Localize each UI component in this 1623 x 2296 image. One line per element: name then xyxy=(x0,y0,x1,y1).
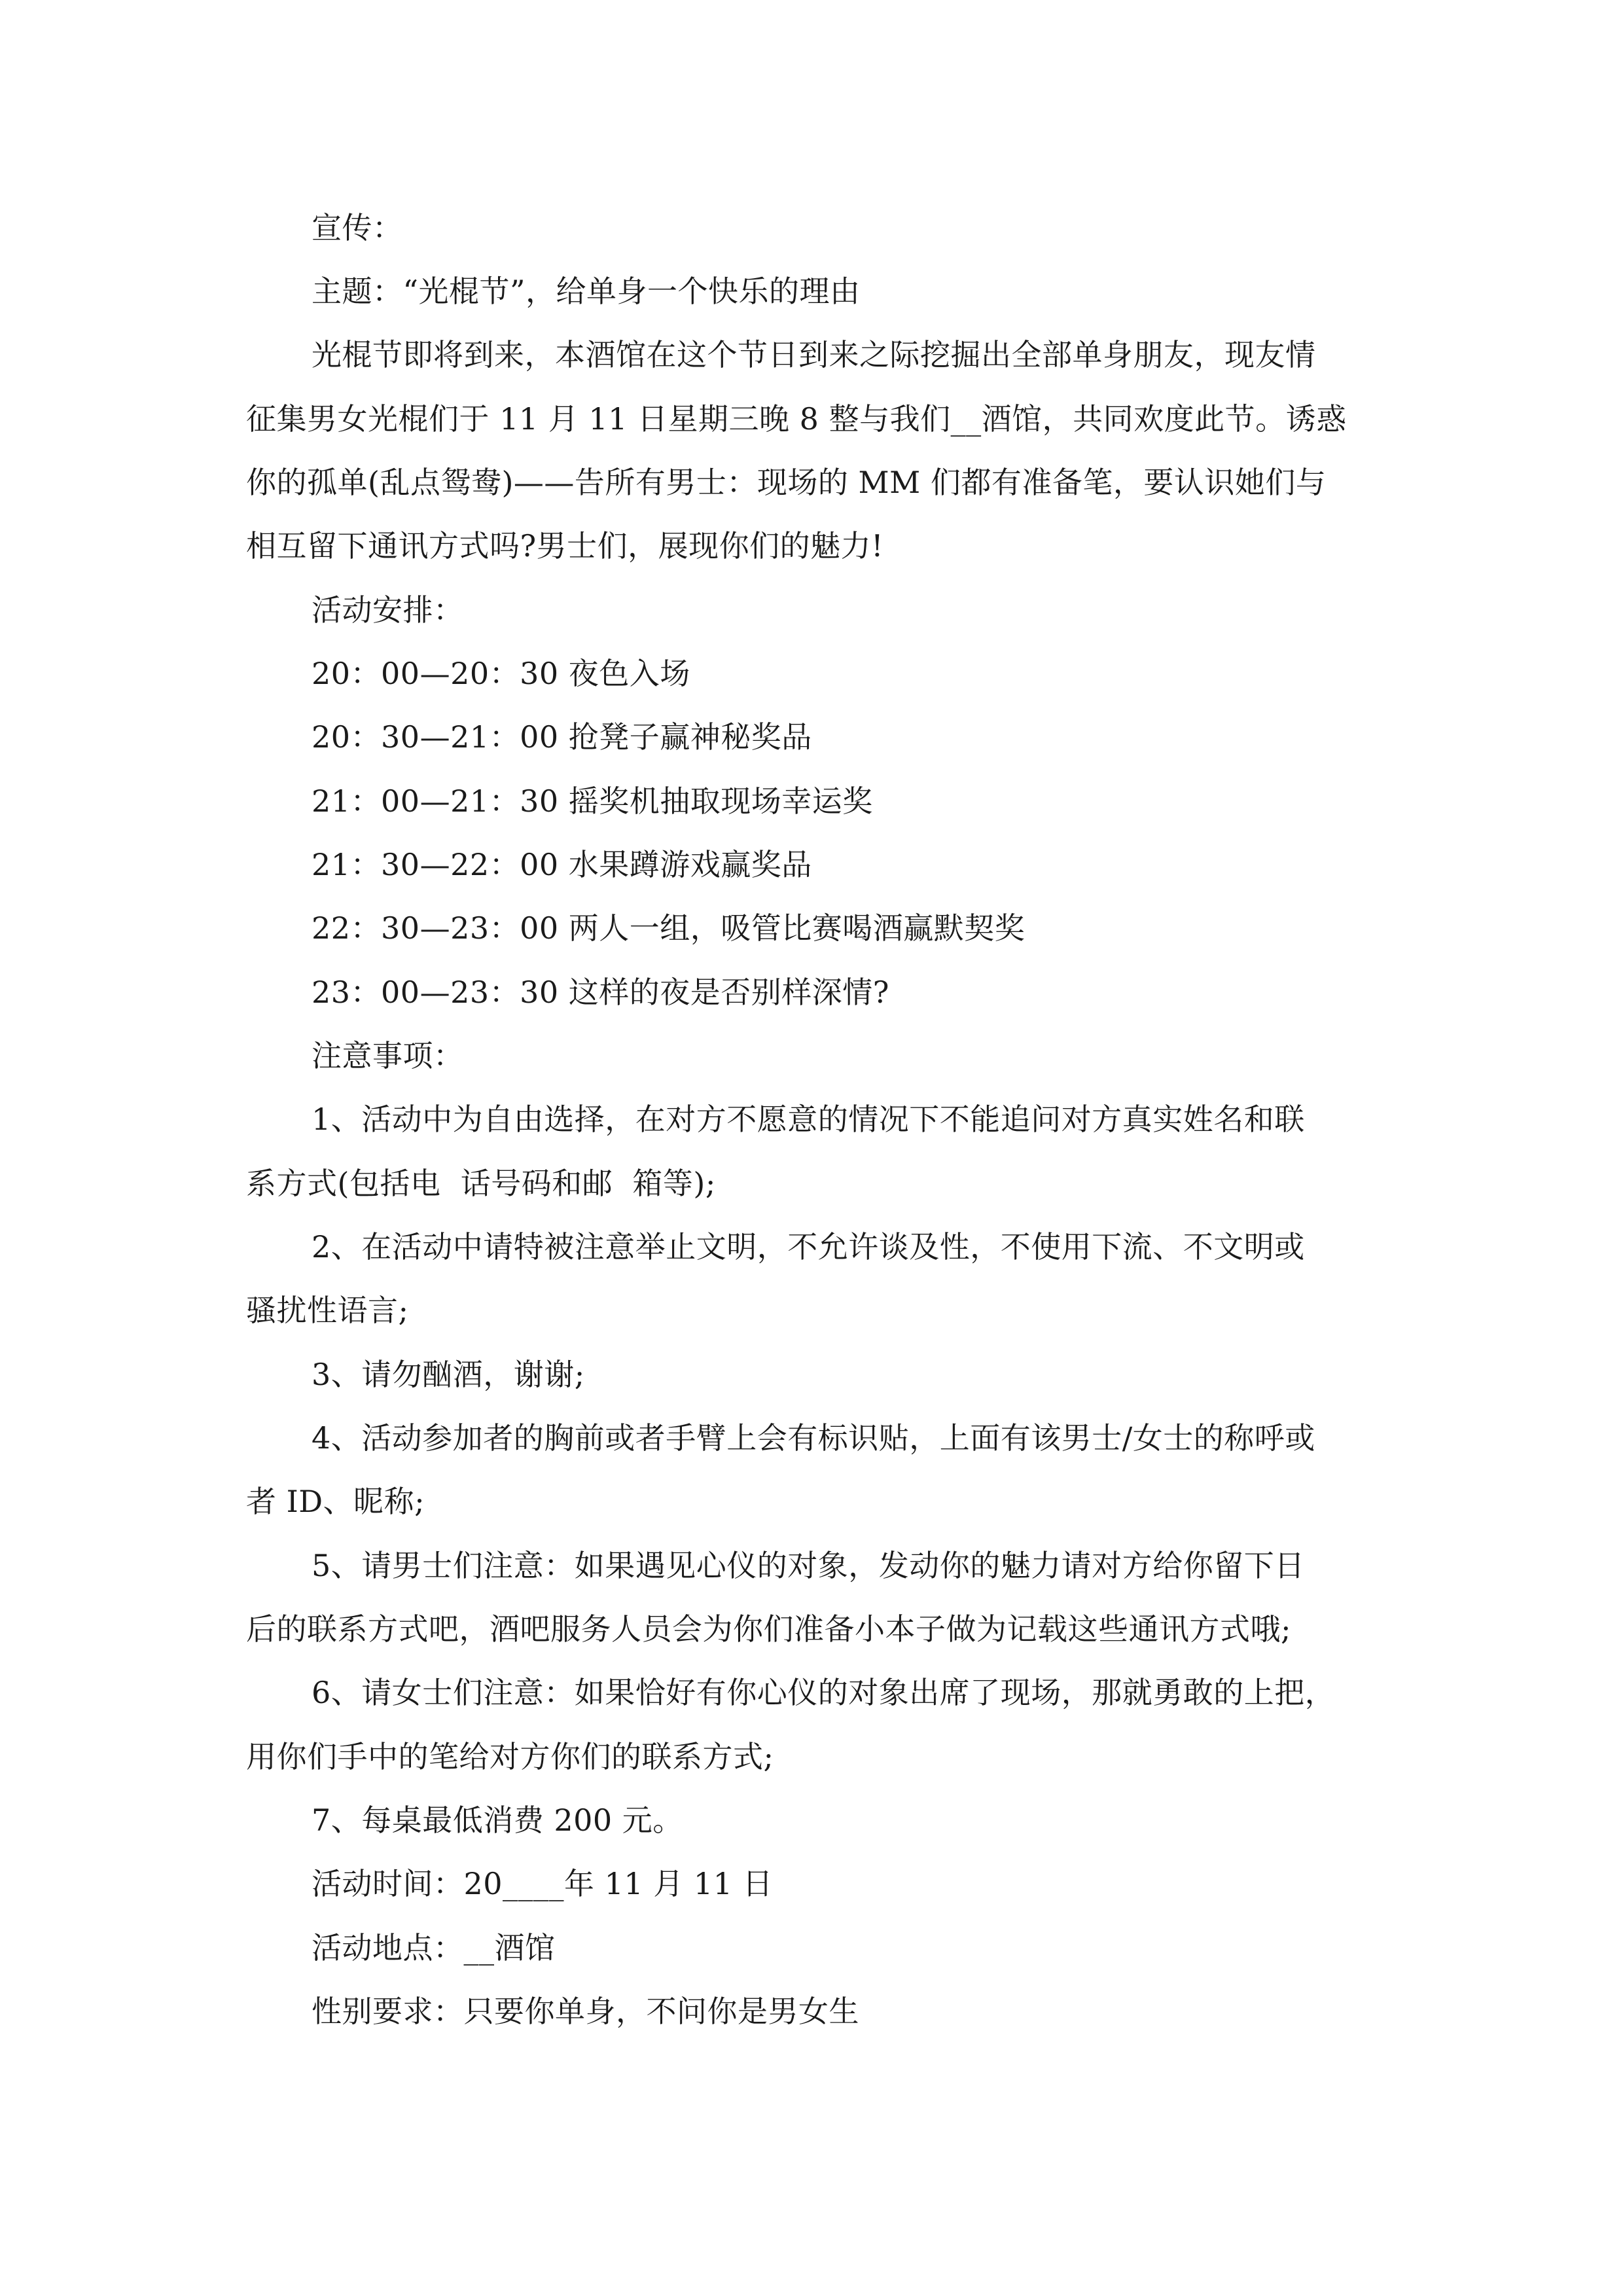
schedule-item: 23：00—23：30 这样的夜是否别样深情? xyxy=(312,975,889,1010)
intro-paragraph-line-1: 光棍节即将到来，本酒馆在这个节日到来之际挖掘出全部单身朋友，现友情 xyxy=(312,337,1316,372)
gender-requirement: 性别要求：只要你单身，不问你是男女生 xyxy=(312,1994,859,2029)
note-6-line-1: 6、请女士们注意：如果恰好有你心仪的对象出席了现场，那就勇敢的上把， xyxy=(312,1675,1336,1710)
schedule-item: 21：30—22：00 水果蹲游戏赢奖品 xyxy=(312,847,812,882)
note-5-line-1: 5、请男士们注意：如果遇见心仪的对象，发动你的魅力请对方给你留下日 xyxy=(312,1548,1305,1583)
schedule-item: 21：00—21：30 摇奖机抽取现场幸运奖 xyxy=(312,783,873,819)
event-location: 活动地点：__酒馆 xyxy=(312,1930,556,1965)
schedule-item: 20：00—20：30 夜色入场 xyxy=(312,656,690,691)
note-2-line-2: 骚扰性语言; xyxy=(246,1293,409,1328)
note-6-line-2: 用你们手中的笔给对方你们的联系方式; xyxy=(246,1739,774,1774)
heading-schedule: 活动安排： xyxy=(312,592,464,628)
note-4-line-2: 者 ID、昵称; xyxy=(246,1484,425,1519)
note-2-line-1: 2、在活动中请特被注意举止文明，不允许谈及性，不使用下流、不文明或 xyxy=(312,1229,1305,1265)
note-1-line-2: 系方式(包括电 话号码和邮 箱等); xyxy=(246,1166,716,1201)
intro-paragraph-line-3: 你的孤单(乱点鸳鸯)——告所有男士：现场的 MM 们都有准备笔，要认识她们与 xyxy=(246,465,1327,500)
heading-notes: 注意事项： xyxy=(312,1038,464,1073)
event-time: 活动时间：20____年 11 月 11 日 xyxy=(312,1866,774,1901)
note-1-line-1: 1、活动中为自由选择，在对方不愿意的情况下不能追问对方真实姓名和联 xyxy=(312,1102,1305,1137)
intro-paragraph-line-2: 征集男女光棍们于 11 月 11 日星期三晚 8 整与我们__酒馆，共同欢度此节。诱惑 xyxy=(246,401,1347,437)
schedule-item: 20：30—21：00 抢凳子赢神秘奖品 xyxy=(312,719,812,755)
intro-paragraph-line-4: 相互留下通讯方式吗?男士们，展现你们的魅力! xyxy=(246,528,884,564)
note-7: 7、每桌最低消费 200 元。 xyxy=(312,1803,683,1838)
note-4-line-1: 4、活动参加者的胸前或者手臂上会有标识贴，上面有该男士/女士的称呼或 xyxy=(312,1420,1315,1456)
theme-line: 主题：“光棍节”，给单身一个快乐的理由 xyxy=(312,274,861,309)
heading-publicity: 宣传： xyxy=(312,210,403,245)
note-5-line-2: 后的联系方式吧，酒吧服务人员会为你们准备小本子做为记载这些通讯方式哦; xyxy=(246,1611,1291,1647)
note-3: 3、请勿酗酒，谢谢; xyxy=(312,1357,585,1392)
schedule-item: 22：30—23：00 两人一组，吸管比赛喝酒赢默契奖 xyxy=(312,910,1026,946)
